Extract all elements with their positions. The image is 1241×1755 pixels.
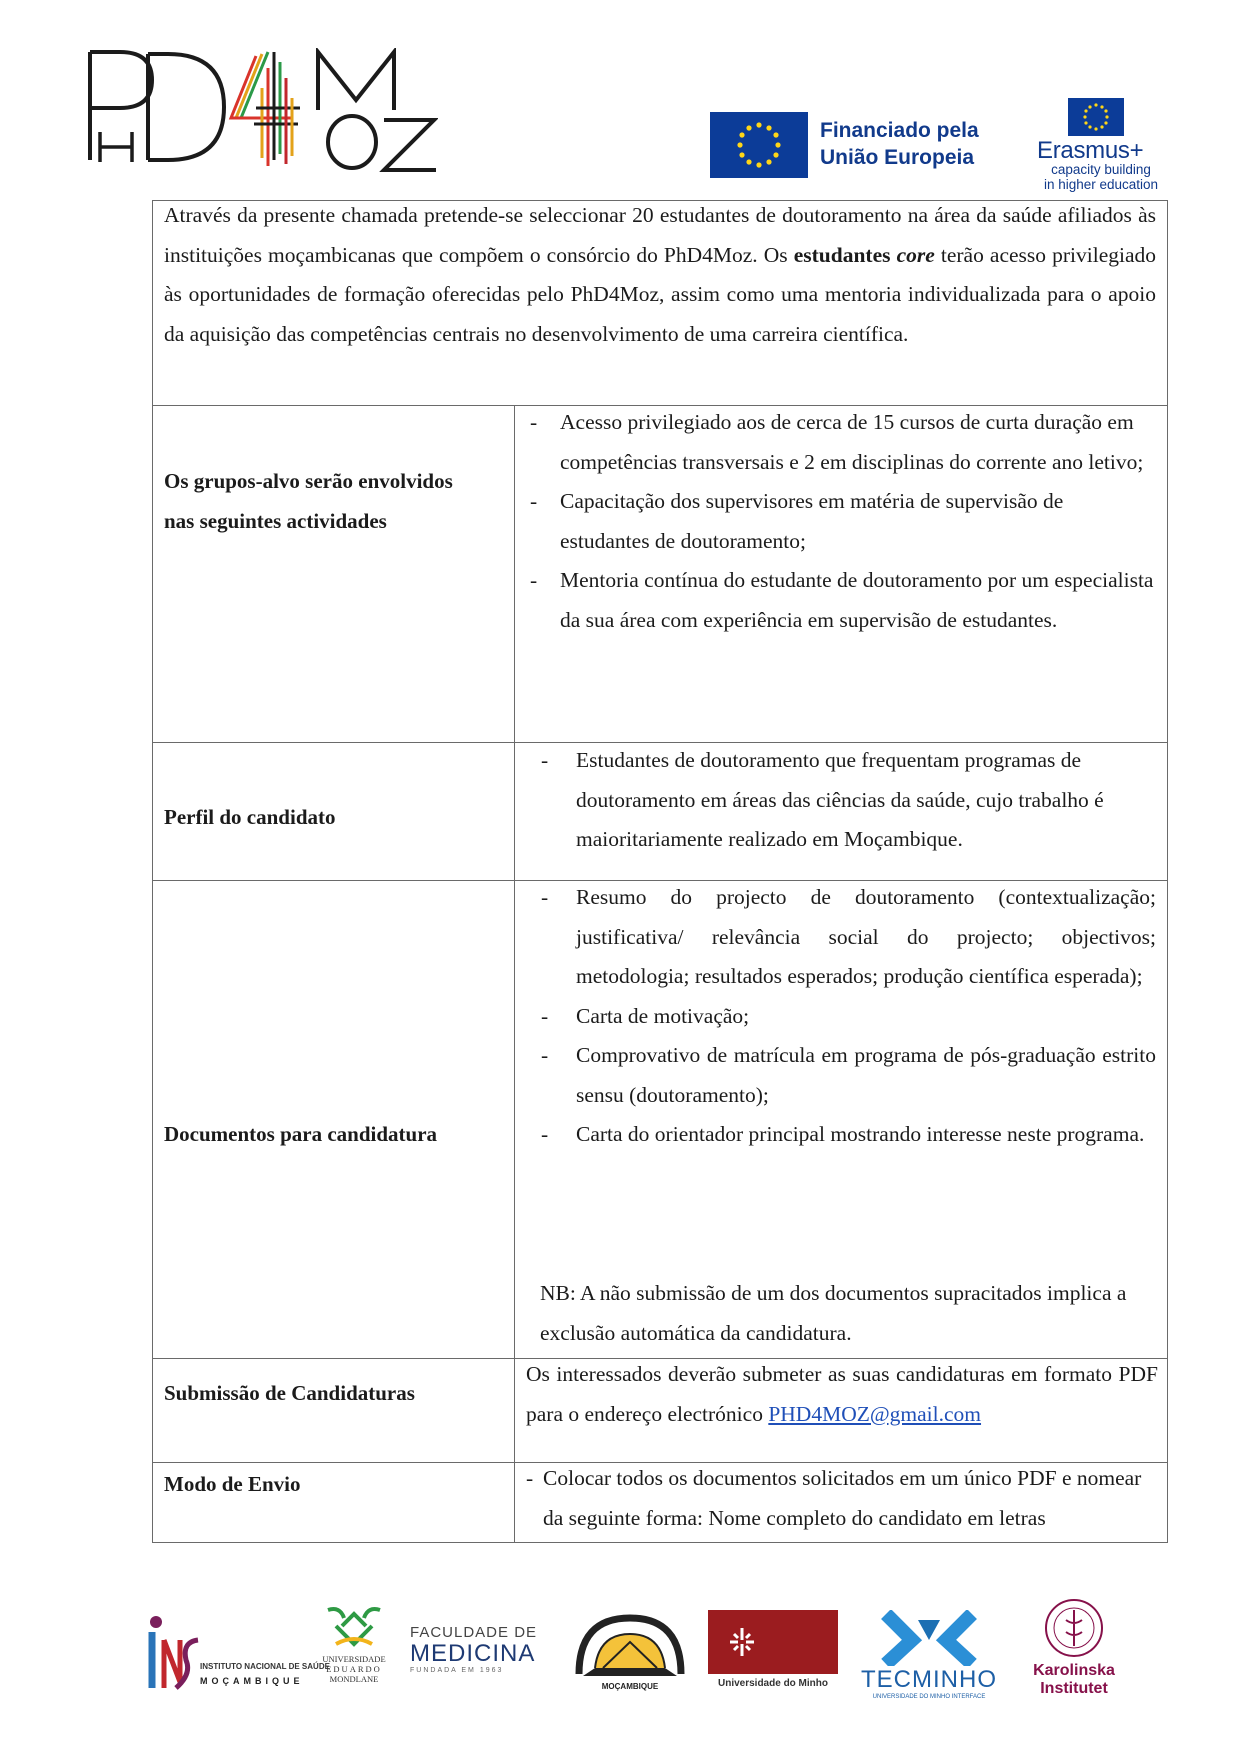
tecminho-logo bbox=[856, 1610, 1002, 1704]
ins-logo bbox=[146, 1612, 330, 1694]
fm-logo bbox=[410, 1624, 544, 1688]
ki-line2: Institutet bbox=[1040, 1680, 1108, 1697]
erasmus-name: Erasmus+ bbox=[1037, 137, 1144, 164]
tecminho-emblem-icon bbox=[856, 1610, 1002, 1666]
email-link[interactable]: PHD4MOZ@gmail.com bbox=[768, 1401, 982, 1426]
list-item-text: Mentoria contínua do estudante de doutoramento por um especialista da sua área com experiência em supervisão de estudantes. bbox=[560, 568, 1154, 632]
eu-funding-line2: União Europeia bbox=[820, 146, 975, 169]
intro-text-1: Através da presente chamada pretende-se seleccionar 20 estudantes de doutoramento na área da saúde afiliados às instituições moçambicanas que compõem o consórcio do PhD4Moz. Os bbox=[164, 203, 1156, 267]
uem-emblem-icon bbox=[322, 1604, 386, 1652]
list-item-text: Comprovativo de matrícula em programa de pós-graduação estrito sensu (doutoramento); bbox=[576, 1043, 1156, 1107]
dash-bullet: - bbox=[530, 410, 538, 434]
up-logo bbox=[569, 1612, 691, 1696]
list-item-text: Resumo do projecto de doutoramento (contextualização; justificativa/ relevância social do projecto; objectivos; metodologia; resultados esperados; produção científica esperada); bbox=[576, 885, 1156, 988]
documents-label: Documentos para candidatura bbox=[164, 1122, 438, 1146]
intro-text-2: terão acesso privilegiado às oportunidades de formação oferecidas pelo PhD4Moz, assim como uma mentoria individualizada para o apoio da aquisição das competências centrais no desenvolvimento de uma carreira científica. bbox=[164, 242, 1157, 346]
uem-line3: MONDLANE bbox=[329, 1674, 379, 1684]
uminho-emblem-icon bbox=[708, 1610, 838, 1674]
submission-label: Submissão de Candidaturas bbox=[164, 1381, 415, 1405]
eu-funding-label bbox=[820, 117, 979, 171]
ins-line1: INSTITUTO NACIONAL DE SAÚDE bbox=[200, 1662, 330, 1671]
submission-text-block bbox=[526, 1355, 1158, 1434]
dash-bullet: - bbox=[541, 885, 549, 909]
submission-text: Os interessados deverão submeter as suas candidaturas em formato PDF para o endereço electrónico bbox=[526, 1362, 1158, 1426]
list-item bbox=[526, 1459, 1158, 1538]
list-item bbox=[541, 741, 1158, 860]
list-item-text: Carta do orientador principal mostrando interesse neste programa. bbox=[576, 1122, 1145, 1146]
list-item bbox=[530, 403, 1158, 482]
documents-list bbox=[541, 878, 1156, 1155]
profile-label: Perfil do candidato bbox=[164, 805, 336, 829]
documents-note: NB: A não submissão de um dos documentos supracitados implica a exclusão automática da candidatura. bbox=[540, 1281, 1127, 1345]
dash-bullet: - bbox=[541, 1043, 549, 1067]
ki-name bbox=[1030, 1662, 1118, 1698]
eu-flag-icon bbox=[710, 112, 808, 178]
ins-emblem-icon bbox=[146, 1612, 204, 1694]
intro-bold: estudantes bbox=[793, 242, 891, 267]
list-item bbox=[530, 482, 1158, 561]
fm-line1: FACULDADE DE bbox=[410, 1624, 538, 1641]
dash-bullet: - bbox=[541, 1122, 549, 1146]
erasmus-sub1: capacity building bbox=[1051, 162, 1151, 177]
tecminho-name: TECMINHO bbox=[861, 1666, 997, 1693]
sending-label: Modo de Envio bbox=[164, 1472, 301, 1496]
list-item-text: Carta de motivação; bbox=[576, 1003, 750, 1028]
intro-bold-italic: core bbox=[896, 242, 935, 267]
karolinska-seal-icon bbox=[1030, 1596, 1118, 1660]
uem-name bbox=[322, 1654, 386, 1684]
erasmus-logo bbox=[1036, 98, 1166, 196]
groups-label bbox=[164, 461, 453, 541]
dash-bullet: - bbox=[541, 1003, 549, 1028]
profile-list bbox=[541, 741, 1158, 860]
list-item-text: Colocar todos os documentos solicitados em um único PDF e nomear da seguinte forma: Nome completo do candidato em letras bbox=[543, 1466, 1142, 1530]
erasmus-sub2: in higher education bbox=[1043, 177, 1159, 192]
groups-label-line1: Os grupos-alvo serão envolvidos bbox=[164, 469, 453, 493]
up-emblem-icon bbox=[569, 1612, 691, 1684]
dash-bullet: - bbox=[526, 1466, 534, 1490]
sending-list bbox=[526, 1459, 1158, 1538]
list-item bbox=[541, 997, 1156, 1037]
uminho-label: Universidade do Minho bbox=[717, 1678, 828, 1689]
eu-funding-line1: Financiado pela bbox=[820, 119, 979, 142]
list-item-text: Acesso privilegiado aos de cerca de 15 cursos de curta duração em competências transversais e 2 em disciplinas do corrente ano letivo; bbox=[560, 410, 1144, 474]
karolinska-logo bbox=[1030, 1596, 1118, 1702]
list-item bbox=[541, 1115, 1156, 1155]
dash-bullet: - bbox=[530, 489, 538, 513]
uminho-logo bbox=[708, 1610, 838, 1696]
list-item bbox=[541, 1036, 1156, 1115]
dash-bullet: - bbox=[530, 568, 538, 592]
groups-activities-list bbox=[530, 403, 1158, 640]
list-item-text: Estudantes de doutoramento que frequentam programas de doutoramento em áreas das ciências da saúde, cujo trabalho é maioritariamente realizado em Moçambique. bbox=[576, 748, 1104, 851]
list-item bbox=[541, 878, 1156, 997]
uem-line1: UNIVERSIDADE bbox=[322, 1654, 386, 1664]
list-item-text: Capacitação dos supervisores em matéria de supervisão de estudantes de doutoramento; bbox=[560, 489, 1064, 553]
intro-paragraph bbox=[164, 196, 1156, 354]
up-label: MOÇAMBIQUE bbox=[601, 1682, 659, 1691]
ki-line1: Karolinska bbox=[1033, 1662, 1115, 1679]
ins-line2: MOÇAMBIQUE bbox=[200, 1676, 304, 1686]
list-item bbox=[530, 561, 1158, 640]
uem-logo bbox=[322, 1604, 386, 1696]
uem-line2: EDUARDO bbox=[326, 1664, 382, 1674]
fm-line2: MEDICINA bbox=[410, 1640, 536, 1667]
dash-bullet: - bbox=[541, 748, 549, 772]
fm-line3: FUNDADA EM 1963 bbox=[410, 1667, 504, 1674]
phd4moz-logo bbox=[86, 48, 438, 176]
erasmus-flag-icon bbox=[1068, 98, 1124, 136]
erasmus-subtitle bbox=[1036, 162, 1166, 192]
groups-label-line2: nas seguintes actividades bbox=[164, 509, 387, 533]
tecminho-sub: UNIVERSIDADE DO MINHO INTERFACE bbox=[872, 1694, 986, 1700]
